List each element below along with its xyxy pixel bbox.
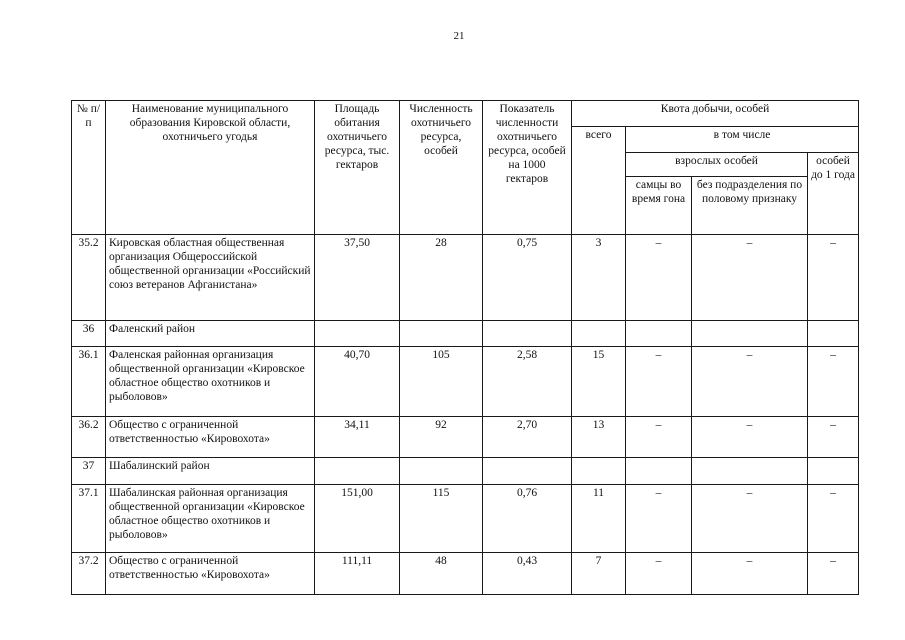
cell-total: 3 bbox=[572, 235, 626, 321]
cell-density: 0,76 bbox=[483, 485, 572, 553]
table-body bbox=[72, 235, 859, 595]
table-row bbox=[72, 458, 859, 485]
cell-name: Общество с ограниченной ответственностью «Кировохота» bbox=[106, 417, 315, 458]
cell-num: 36 bbox=[72, 321, 106, 347]
cell-males: – bbox=[626, 417, 692, 458]
cell-area: 151,00 bbox=[315, 485, 400, 553]
table-row bbox=[72, 347, 859, 417]
table-header bbox=[72, 101, 859, 235]
cell-no-sex: – bbox=[692, 235, 808, 321]
table-row bbox=[72, 321, 859, 347]
cell-males bbox=[626, 458, 692, 485]
cell-young: – bbox=[808, 417, 859, 458]
cell-num: 36.1 bbox=[72, 347, 106, 417]
cell-young: – bbox=[808, 485, 859, 553]
cell-count bbox=[400, 321, 483, 347]
cell-area: 34,11 bbox=[315, 417, 400, 458]
cell-num: 37.1 bbox=[72, 485, 106, 553]
header-total: всего bbox=[572, 127, 626, 235]
cell-males: – bbox=[626, 485, 692, 553]
quota-table bbox=[71, 100, 859, 595]
header-including: в том числе bbox=[626, 127, 859, 153]
header-no-sex: без подразделения по половому признаку bbox=[692, 177, 808, 235]
cell-total: 15 bbox=[572, 347, 626, 417]
cell-total: 7 bbox=[572, 553, 626, 595]
cell-name: Фаленская районная организация общественной организации «Кировское областное общество охотников и рыболовов» bbox=[106, 347, 315, 417]
cell-no-sex: – bbox=[692, 553, 808, 595]
cell-no-sex: – bbox=[692, 485, 808, 553]
cell-name: Кировская областная общественная организация Общероссийской общественной организации «Российский союз ветеранов Афганистана» bbox=[106, 235, 315, 321]
header-quota: Квота добычи, особей bbox=[572, 101, 859, 127]
cell-name: Фаленский район bbox=[106, 321, 315, 347]
cell-num: 35.2 bbox=[72, 235, 106, 321]
cell-area bbox=[315, 458, 400, 485]
header-adults: взрослых особей bbox=[626, 153, 808, 177]
cell-no-sex bbox=[692, 458, 808, 485]
cell-total: 13 bbox=[572, 417, 626, 458]
table-row bbox=[72, 235, 859, 321]
cell-area: 37,50 bbox=[315, 235, 400, 321]
cell-name: Общество с ограниченной ответственностью «Кировохота» bbox=[106, 553, 315, 595]
cell-total bbox=[572, 321, 626, 347]
header-count: Численность охотничьего ресурса, особей bbox=[400, 101, 483, 235]
cell-males bbox=[626, 321, 692, 347]
header-num: № п/п bbox=[72, 101, 106, 235]
cell-name: Шабалинский район bbox=[106, 458, 315, 485]
cell-density: 0,75 bbox=[483, 235, 572, 321]
cell-total bbox=[572, 458, 626, 485]
cell-males: – bbox=[626, 347, 692, 417]
table-row bbox=[72, 417, 859, 458]
cell-young bbox=[808, 458, 859, 485]
cell-count: 92 bbox=[400, 417, 483, 458]
cell-density: 0,43 bbox=[483, 553, 572, 595]
cell-density: 2,58 bbox=[483, 347, 572, 417]
cell-count bbox=[400, 458, 483, 485]
cell-young bbox=[808, 321, 859, 347]
cell-young: – bbox=[808, 235, 859, 321]
cell-males: – bbox=[626, 553, 692, 595]
cell-density: 2,70 bbox=[483, 417, 572, 458]
cell-num: 37.2 bbox=[72, 553, 106, 595]
cell-num: 36.2 bbox=[72, 417, 106, 458]
cell-area: 111,11 bbox=[315, 553, 400, 595]
header-young: особей до 1 года bbox=[808, 153, 859, 235]
cell-young: – bbox=[808, 553, 859, 595]
cell-count: 48 bbox=[400, 553, 483, 595]
header-density: Показатель численности охотничьего ресурса, особей на 1000 гектаров bbox=[483, 101, 572, 235]
cell-area bbox=[315, 321, 400, 347]
cell-density bbox=[483, 458, 572, 485]
cell-males: – bbox=[626, 235, 692, 321]
header-males: самцы во время гона bbox=[626, 177, 692, 235]
cell-name: Шабалинская районная организация общественной организации «Кировское областное общество охотников и рыболовов» bbox=[106, 485, 315, 553]
cell-young: – bbox=[808, 347, 859, 417]
cell-total: 11 bbox=[572, 485, 626, 553]
table-row bbox=[72, 553, 859, 595]
cell-density bbox=[483, 321, 572, 347]
cell-count: 105 bbox=[400, 347, 483, 417]
cell-no-sex: – bbox=[692, 417, 808, 458]
cell-num: 37 bbox=[72, 458, 106, 485]
header-area: Площадь обитания охотничьего ресурса, тыс. гектаров bbox=[315, 101, 400, 235]
cell-no-sex: – bbox=[692, 347, 808, 417]
cell-count: 115 bbox=[400, 485, 483, 553]
cell-count: 28 bbox=[400, 235, 483, 321]
header-name: Наименование муниципального образования Кировской области, охотничьего угодья bbox=[106, 101, 315, 235]
page-number: 21 bbox=[453, 30, 465, 42]
table-row bbox=[72, 485, 859, 553]
cell-no-sex bbox=[692, 321, 808, 347]
cell-area: 40,70 bbox=[315, 347, 400, 417]
